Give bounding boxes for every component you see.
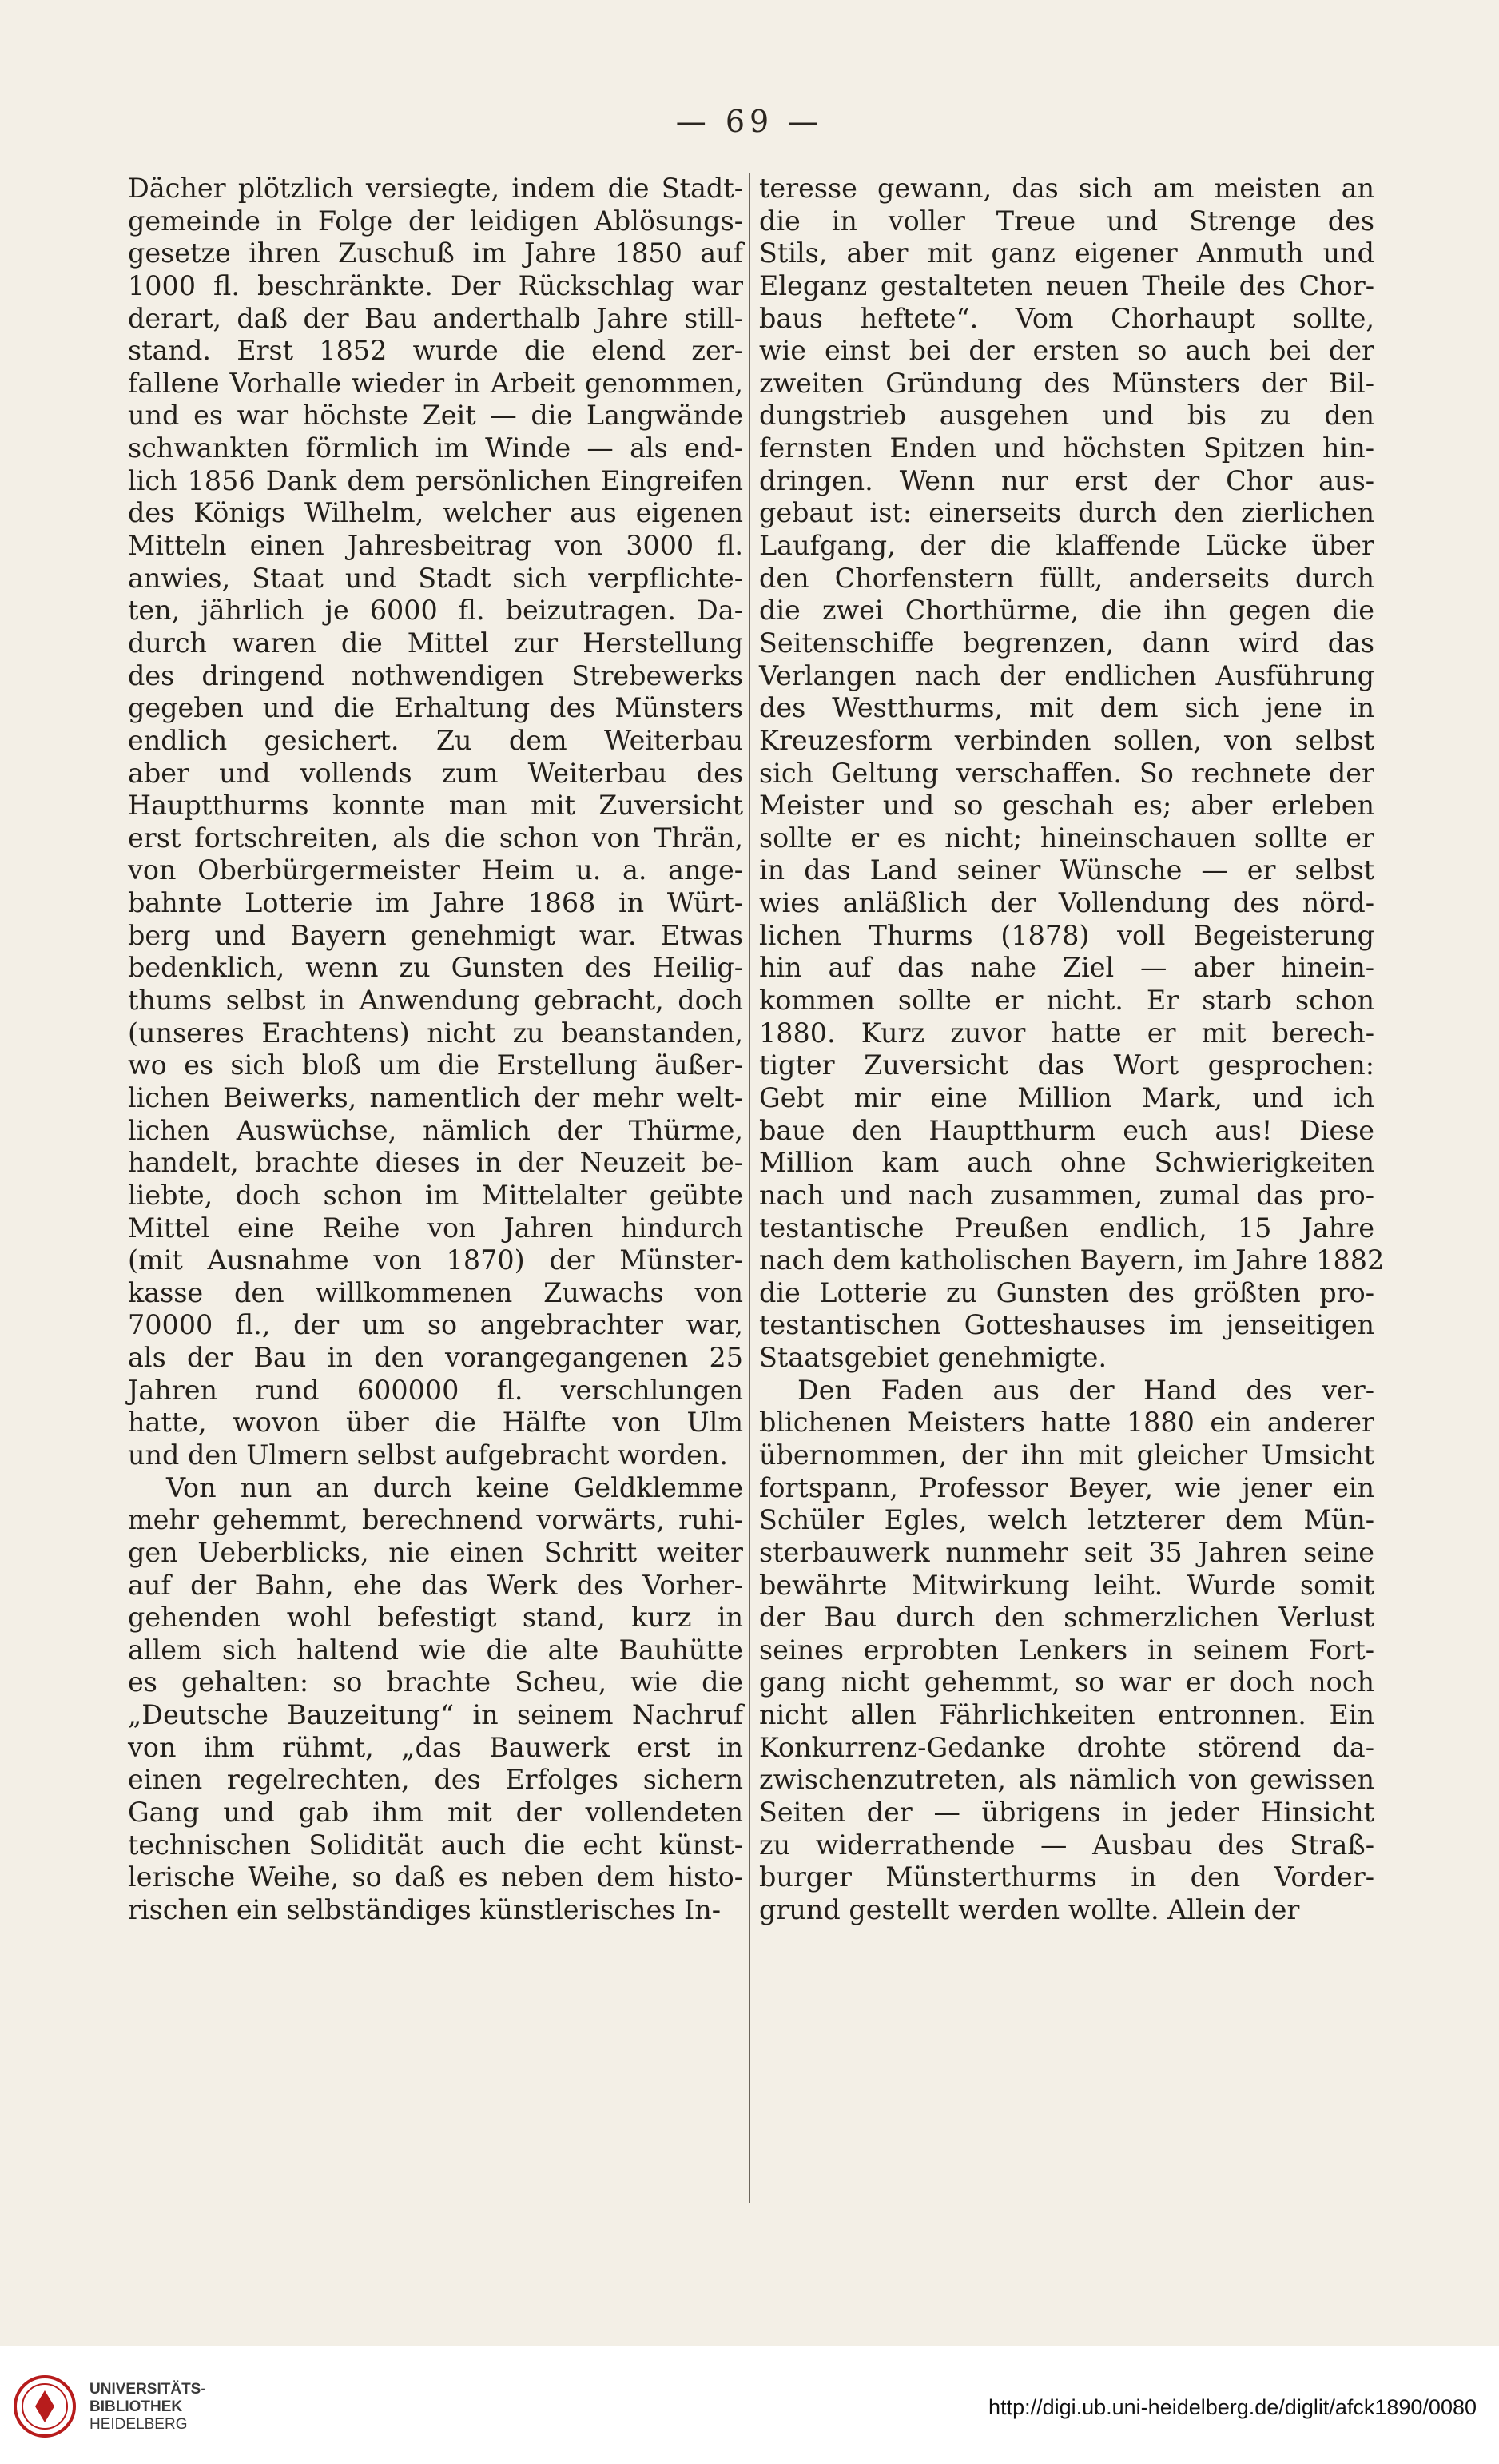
- text-line: Verlangen nach der endlichen Ausführung: [759, 659, 1374, 691]
- text-line: fallene Vorhalle wieder in Arbeit genommen,: [128, 367, 743, 399]
- logo-text: [89, 2381, 206, 2434]
- text-line: baus heftete“. Vom Chorhaupt sollte,: [759, 302, 1374, 334]
- text-line: bewährte Mitwirkung leiht. Wurde somit: [759, 1569, 1374, 1601]
- text-line: gen Ueberblicks, nie einen Schritt weiter: [128, 1536, 743, 1568]
- text-line: lich 1856 Dank dem persönlichen Eingreifen: [128, 464, 743, 496]
- logo-line: HEIDELBERG: [89, 2416, 188, 2433]
- text-line: den Chorfenstern füllt, anderseits durch: [759, 562, 1374, 594]
- text-line: von ihm rühmt, „das Bauwerk erst in: [128, 1731, 743, 1763]
- text-line: Gang und gab ihm mit der vollendeten: [128, 1797, 743, 1829]
- text-line: mehr gehemmt, berechnend vorwärts, ruhi-: [128, 1504, 743, 1536]
- text-line: der Bau durch den schmerzlichen Verlust: [759, 1602, 1374, 1634]
- text-line: Gebt mir eine Million Mark, und ich: [759, 1081, 1374, 1113]
- text-line: zweiten Gründung des Münsters der Bil-: [759, 367, 1374, 399]
- text-line: es gehalten: so brachte Scheu, wie die: [128, 1666, 743, 1698]
- text-line: ten, jährlich je 6000 fl. beizutragen. Da-: [128, 595, 743, 627]
- text-line: die zwei Chorthürme, die ihn gegen die: [759, 595, 1374, 627]
- text-line: schwankten förmlich im Winde — als end-: [128, 432, 743, 464]
- text-line: lichen Auswüchse, nämlich der Thürme,: [128, 1114, 743, 1146]
- text-line: Seitenschiffe begrenzen, dann wird das: [759, 627, 1374, 659]
- text-line: testantischen Gotteshauses im jenseitigen: [759, 1309, 1374, 1341]
- text-line: und es war höchste Zeit — die Langwände: [128, 400, 743, 432]
- text-line: gebaut ist: einerseits durch den zierlichen: [759, 497, 1374, 529]
- text-line: hatte, wovon über die Hälfte von Ulm: [128, 1407, 743, 1439]
- text-line: die in voller Treue und Strenge des: [759, 205, 1374, 237]
- text-line: fernsten Enden und höchsten Spitzen hin-: [759, 432, 1374, 464]
- text-line: als der Bau in den vorangegangenen 25: [128, 1342, 743, 1374]
- text-line: Jahren rund 600000 fl. verschlungen: [128, 1374, 743, 1406]
- text-line: (mit Ausnahme von 1870) der Münster-: [128, 1244, 743, 1276]
- text-line: 1000 fl. beschränkte. Der Rückschlag war: [128, 269, 743, 301]
- text-line: wo es sich bloß um die Erstellung äußer-: [128, 1049, 743, 1081]
- text-line: seines erprobten Lenkers in seinem Fort-: [759, 1634, 1374, 1666]
- text-line: wie einst bei der ersten so auch bei der: [759, 335, 1374, 367]
- text-line: übernommen, der ihn mit gleicher Umsicht: [759, 1439, 1374, 1471]
- right-text-column: [759, 173, 1385, 1927]
- column-divider: [749, 173, 750, 2203]
- text-line: burger Münsterthurms in den Vorder-: [759, 1861, 1374, 1893]
- text-line: lichen Thurms (1878) voll Begeisterung: [759, 919, 1374, 951]
- text-line: sterbauwerk nunmehr seit 35 Jahren seine: [759, 1536, 1374, 1568]
- text-line: von Oberbürgermeister Heim u. a. ange-: [128, 854, 743, 886]
- text-line: gang nicht gehemmt, so war er doch noch: [759, 1666, 1374, 1698]
- footer-bar: [0, 2346, 1499, 2464]
- text-line: anwies, Staat und Stadt sich verpflichte-: [128, 562, 743, 594]
- text-line: aber und vollends zum Weiterbau des: [128, 757, 743, 789]
- text-line: handelt, brachte dieses in der Neuzeit be-: [128, 1147, 743, 1179]
- logo-line: UNIVERSITÄTS-: [89, 2381, 206, 2398]
- text-line: des Königs Wilhelm, welcher aus eigenen: [128, 497, 743, 529]
- text-line: sich Geltung verschaffen. So rechnete der: [759, 757, 1374, 789]
- text-line: lerische Weihe, so daß es neben dem histo-: [128, 1861, 743, 1893]
- text-line: kommen sollte er nicht. Er starb schon: [759, 985, 1374, 1017]
- text-line: tigter Zuversicht das Wort gesprochen:: [759, 1049, 1374, 1081]
- text-line: wies anläßlich der Vollendung des nörd-: [759, 887, 1374, 919]
- text-line: liebte, doch schon im Mittelalter geübte: [128, 1179, 743, 1211]
- text-line: stand. Erst 1852 wurde die elend zer-: [128, 335, 743, 367]
- text-line: technischen Solidität auch die echt künst-: [128, 1829, 743, 1861]
- text-line: baue den Hauptthurm euch aus! Diese: [759, 1114, 1374, 1146]
- text-line: in das Land seiner Wünsche — er selbst: [759, 854, 1374, 886]
- text-line: des dringend nothwendigen Strebewerks: [128, 659, 743, 691]
- text-line: grund gestellt werden wollte. Allein der: [759, 1893, 1300, 1925]
- text-line: dungstrieb ausgehen und bis zu den: [759, 400, 1374, 432]
- text-line: Hauptthurms konnte man mit Zuversicht: [128, 790, 743, 822]
- text-line: einen regelrechten, des Erfolges sichern: [128, 1764, 743, 1796]
- text-line: durch waren die Mittel zur Herstellung: [128, 627, 743, 659]
- text-line: Den Faden aus der Hand des ver-: [797, 1374, 1374, 1406]
- text-line: berg und Bayern genehmigt war. Etwas: [128, 919, 743, 951]
- text-line: nicht allen Fährlichkeiten entronnen. Ein: [759, 1699, 1374, 1731]
- text-line: bedenklich, wenn zu Gunsten des Heilig-: [128, 952, 743, 984]
- library-logo[interactable]: [13, 2374, 205, 2446]
- text-line: teresse gewann, das sich am meisten an: [759, 173, 1374, 204]
- text-line: rischen ein selbständiges künstlerisches In-: [128, 1893, 721, 1925]
- text-line: derart, daß der Bau anderthalb Jahre still-: [128, 302, 743, 334]
- text-line: auf der Bahn, ehe das Werk des Vorher-: [128, 1569, 743, 1601]
- source-url-link[interactable]: http://digi.ub.uni-heidelberg.de/diglit/afck1890/0080: [988, 2395, 1477, 2419]
- text-line: gehenden wohl befestigt stand, kurz in: [128, 1602, 743, 1634]
- text-line: (unseres Erachtens) nicht zu beanstanden,: [128, 1017, 743, 1049]
- text-line: Seiten der — übrigens in jeder Hinsicht: [759, 1797, 1374, 1829]
- text-line: zwischenzutreten, als nämlich von gewissen: [759, 1764, 1374, 1796]
- text-line: „Deutsche Bauzeitung“ in seinem Nachruf: [128, 1699, 743, 1731]
- seal-icon: [13, 2374, 77, 2438]
- text-line: dringen. Wenn nur erst der Chor aus-: [759, 464, 1374, 496]
- text-line: allem sich haltend wie die alte Bauhütte: [128, 1634, 743, 1666]
- text-line: Schüler Egles, welch letzterer dem Mün-: [759, 1504, 1374, 1536]
- text-line: Von nun an durch keine Geldklemme: [166, 1471, 743, 1503]
- text-line: des Westthurms, mit dem sich jene in: [759, 692, 1374, 724]
- text-line: gesetze ihren Zuschuß im Jahre 1850 auf: [128, 237, 743, 269]
- text-line: 70000 fl., der um so angebrachter war,: [128, 1309, 743, 1341]
- text-line: testantische Preußen endlich, 15 Jahre: [759, 1212, 1374, 1244]
- text-line: Kreuzesform verbinden sollen, von selbst: [759, 724, 1374, 756]
- text-line: gemeinde in Folge der leidigen Ablösungs-: [128, 205, 743, 237]
- text-line: nach und nach zusammen, zumal das pro-: [759, 1179, 1374, 1211]
- text-line: Million kam auch ohne Schwierigkeiten: [759, 1147, 1374, 1179]
- text-line: 1880. Kurz zuvor hatte er mit berech-: [759, 1017, 1374, 1049]
- text-line: fortspann, Professor Beyer, wie jener ein: [759, 1471, 1374, 1503]
- text-line: Mitteln einen Jahresbeitrag von 3000 fl.: [128, 530, 743, 562]
- text-line: Eleganz gestalteten neuen Theile des Chor-: [759, 269, 1374, 301]
- text-line: sollte er es nicht; hineinschauen sollte er: [759, 822, 1374, 854]
- text-line: Staatsgebiet genehmigte.: [759, 1342, 1107, 1374]
- text-line: Konkurrenz-Gedanke drohte störend da-: [759, 1731, 1374, 1763]
- text-line: blichenen Meisters hatte 1880 ein anderer: [759, 1407, 1374, 1439]
- text-line: lichen Beiwerks, namentlich der mehr welt-: [128, 1081, 743, 1113]
- text-line: und den Ulmern selbst aufgebracht worden.: [128, 1439, 728, 1471]
- text-line: Meister und so geschah es; aber erleben: [759, 790, 1374, 822]
- page-number: — 69 —: [675, 104, 824, 139]
- text-line: nach dem katholischen Bayern, im Jahre 1882: [759, 1244, 1385, 1276]
- left-text-column: [128, 173, 743, 1927]
- text-line: Dächer plötzlich versiegte, indem die Stadt-: [128, 173, 743, 204]
- text-line: hin auf das nahe Ziel — aber hinein-: [759, 952, 1374, 984]
- text-line: zu widerrathende — Ausbau des Straß-: [759, 1829, 1374, 1861]
- logo-line: BIBLIOTHEK: [89, 2398, 183, 2415]
- text-line: Mittel eine Reihe von Jahren hindurch: [128, 1212, 743, 1244]
- text-line: erst fortschreiten, als die schon von Thrän,: [128, 822, 743, 854]
- text-line: kasse den willkommenen Zuwachs von: [128, 1276, 743, 1308]
- text-line: die Lotterie zu Gunsten des größten pro-: [759, 1276, 1374, 1308]
- text-line: Stils, aber mit ganz eigener Anmuth und: [759, 237, 1374, 269]
- text-line: bahnte Lotterie im Jahre 1868 in Würt-: [128, 887, 743, 919]
- text-line: gegeben und die Erhaltung des Münsters: [128, 692, 743, 724]
- text-line: thums selbst in Anwendung gebracht, doch: [128, 985, 743, 1017]
- text-line: endlich gesichert. Zu dem Weiterbau: [128, 724, 743, 756]
- text-line: Laufgang, der die klaffende Lücke über: [759, 530, 1374, 562]
